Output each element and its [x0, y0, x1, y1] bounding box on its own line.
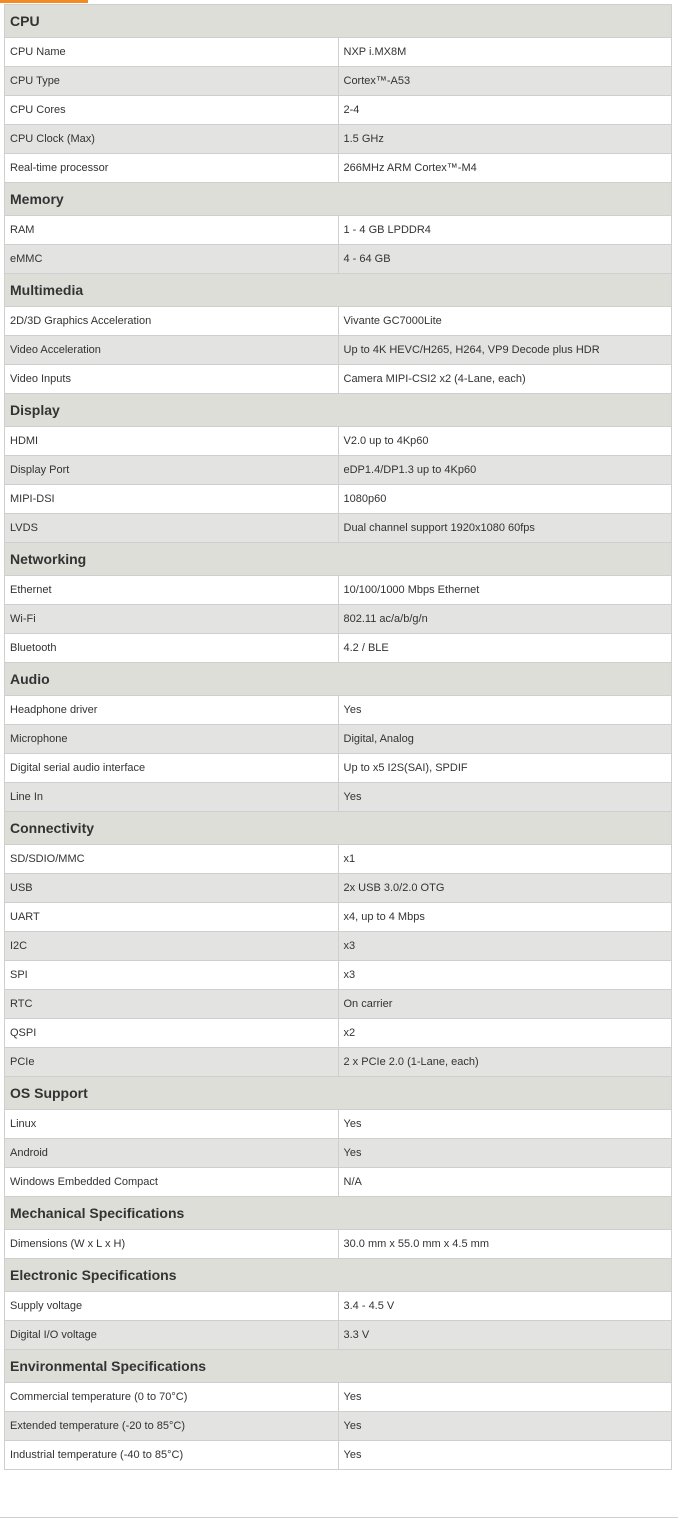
spec-value: Yes	[338, 1383, 672, 1412]
spec-row	[5, 307, 672, 336]
spec-value: Vivante GC7000Lite	[338, 307, 672, 336]
spec-row	[5, 365, 672, 394]
spec-row	[5, 1383, 672, 1412]
spec-value: 2x USB 3.0/2.0 OTG	[338, 874, 672, 903]
spec-label: Display Port	[5, 456, 339, 485]
spec-row	[5, 874, 672, 903]
spec-label: LVDS	[5, 514, 339, 543]
spec-label: CPU Clock (Max)	[5, 125, 339, 154]
spec-label: RTC	[5, 990, 339, 1019]
spec-row	[5, 1048, 672, 1077]
spec-label: I2C	[5, 932, 339, 961]
spec-row	[5, 754, 672, 783]
section-header-row	[5, 394, 672, 427]
spec-label: Video Acceleration	[5, 336, 339, 365]
section-title: Multimedia	[5, 274, 672, 307]
specifications-table-body	[5, 5, 672, 1470]
section-header-row	[5, 543, 672, 576]
spec-row	[5, 725, 672, 754]
spec-value: Yes	[338, 1441, 672, 1470]
spec-value: 10/100/1000 Mbps Ethernet	[338, 576, 672, 605]
spec-row	[5, 1292, 672, 1321]
spec-label: eMMC	[5, 245, 339, 274]
spec-row	[5, 216, 672, 245]
spec-row	[5, 245, 672, 274]
spec-row	[5, 903, 672, 932]
spec-row	[5, 1321, 672, 1350]
specifications-table	[4, 4, 672, 1470]
spec-label: CPU Type	[5, 67, 339, 96]
spec-value: Dual channel support 1920x1080 60fps	[338, 514, 672, 543]
spec-row	[5, 38, 672, 67]
section-header-row	[5, 663, 672, 696]
spec-label: Digital serial audio interface	[5, 754, 339, 783]
spec-row	[5, 485, 672, 514]
section-title: Networking	[5, 543, 672, 576]
bottom-divider	[0, 1517, 678, 1518]
spec-value: V2.0 up to 4Kp60	[338, 427, 672, 456]
active-tab-indicator	[0, 0, 88, 3]
spec-value: Digital, Analog	[338, 725, 672, 754]
section-title: Electronic Specifications	[5, 1259, 672, 1292]
section-title: Memory	[5, 183, 672, 216]
spec-label: RAM	[5, 216, 339, 245]
spec-label: HDMI	[5, 427, 339, 456]
spec-label: Commercial temperature (0 to 70°C)	[5, 1383, 339, 1412]
spec-row	[5, 576, 672, 605]
spec-row	[5, 96, 672, 125]
spec-row	[5, 1168, 672, 1197]
spec-label: SPI	[5, 961, 339, 990]
spec-value: N/A	[338, 1168, 672, 1197]
spec-value: x3	[338, 961, 672, 990]
spec-value: 2 x PCIe 2.0 (1-Lane, each)	[338, 1048, 672, 1077]
spec-row	[5, 1230, 672, 1259]
spec-row	[5, 154, 672, 183]
section-title: OS Support	[5, 1077, 672, 1110]
spec-label: SD/SDIO/MMC	[5, 845, 339, 874]
spec-label: 2D/3D Graphics Acceleration	[5, 307, 339, 336]
spec-label: Dimensions (W x L x H)	[5, 1230, 339, 1259]
section-title: Audio	[5, 663, 672, 696]
spec-label: Line In	[5, 783, 339, 812]
section-header-row	[5, 5, 672, 38]
spec-label: Video Inputs	[5, 365, 339, 394]
spec-value: 4 - 64 GB	[338, 245, 672, 274]
spec-value: Yes	[338, 696, 672, 725]
spec-label: Headphone driver	[5, 696, 339, 725]
spec-value: 266MHz ARM Cortex™-M4	[338, 154, 672, 183]
spec-label: Extended temperature (-20 to 85°C)	[5, 1412, 339, 1441]
spec-row	[5, 783, 672, 812]
spec-value: Yes	[338, 1412, 672, 1441]
spec-value: x2	[338, 1019, 672, 1048]
spec-label: Microphone	[5, 725, 339, 754]
spec-value: x4, up to 4 Mbps	[338, 903, 672, 932]
spec-row	[5, 1139, 672, 1168]
spec-label: CPU Name	[5, 38, 339, 67]
spec-value: Yes	[338, 1139, 672, 1168]
spec-label: Digital I/O voltage	[5, 1321, 339, 1350]
spec-label: Industrial temperature (-40 to 85°C)	[5, 1441, 339, 1470]
spec-label: Android	[5, 1139, 339, 1168]
spec-row	[5, 1110, 672, 1139]
spec-label: CPU Cores	[5, 96, 339, 125]
spec-value: NXP i.MX8M	[338, 38, 672, 67]
spec-row	[5, 961, 672, 990]
spec-label: Real-time processor	[5, 154, 339, 183]
spec-value: Cortex™-A53	[338, 67, 672, 96]
section-title: Mechanical Specifications	[5, 1197, 672, 1230]
spec-label: USB	[5, 874, 339, 903]
spec-row	[5, 932, 672, 961]
spec-value: 4.2 / BLE	[338, 634, 672, 663]
spec-row	[5, 67, 672, 96]
spec-value: Yes	[338, 783, 672, 812]
spec-value: 3.4 - 4.5 V	[338, 1292, 672, 1321]
spec-row	[5, 845, 672, 874]
spec-row	[5, 990, 672, 1019]
section-header-row	[5, 1197, 672, 1230]
spec-value: Camera MIPI-CSI2 x2 (4-Lane, each)	[338, 365, 672, 394]
spec-value: Up to x5 I2S(SAI), SPDIF	[338, 754, 672, 783]
section-header-row	[5, 274, 672, 307]
section-header-row	[5, 812, 672, 845]
section-header-row	[5, 1077, 672, 1110]
spec-label: Bluetooth	[5, 634, 339, 663]
spec-value: 1 - 4 GB LPDDR4	[338, 216, 672, 245]
section-header-row	[5, 183, 672, 216]
spec-row	[5, 456, 672, 485]
section-title: CPU	[5, 5, 672, 38]
section-title: Environmental Specifications	[5, 1350, 672, 1383]
spec-row	[5, 605, 672, 634]
section-header-row	[5, 1259, 672, 1292]
spec-value: 30.0 mm x 55.0 mm x 4.5 mm	[338, 1230, 672, 1259]
spec-label: QSPI	[5, 1019, 339, 1048]
spec-row	[5, 125, 672, 154]
spec-value: 2-4	[338, 96, 672, 125]
spec-value: 3.3 V	[338, 1321, 672, 1350]
spec-value: 802.11 ac/a/b/g/n	[338, 605, 672, 634]
spec-row	[5, 514, 672, 543]
spec-value: Up to 4K HEVC/H265, H264, VP9 Decode plus HDR	[338, 336, 672, 365]
spec-value: 1080p60	[338, 485, 672, 514]
spec-value: 1.5 GHz	[338, 125, 672, 154]
spec-value: On carrier	[338, 990, 672, 1019]
spec-label: Ethernet	[5, 576, 339, 605]
spec-label: MIPI-DSI	[5, 485, 339, 514]
spec-value: eDP1.4/DP1.3 up to 4Kp60	[338, 456, 672, 485]
spec-value: Yes	[338, 1110, 672, 1139]
spec-row	[5, 696, 672, 725]
section-title: Display	[5, 394, 672, 427]
spec-label: Windows Embedded Compact	[5, 1168, 339, 1197]
spec-row	[5, 336, 672, 365]
spec-label: Linux	[5, 1110, 339, 1139]
spec-label: Supply voltage	[5, 1292, 339, 1321]
spec-label: UART	[5, 903, 339, 932]
spec-row	[5, 1412, 672, 1441]
spec-label: PCIe	[5, 1048, 339, 1077]
spec-row	[5, 1441, 672, 1470]
spec-row	[5, 1019, 672, 1048]
spec-row	[5, 427, 672, 456]
spec-label: Wi-Fi	[5, 605, 339, 634]
section-header-row	[5, 1350, 672, 1383]
spec-row	[5, 634, 672, 663]
spec-value: x1	[338, 845, 672, 874]
spec-value: x3	[338, 932, 672, 961]
section-title: Connectivity	[5, 812, 672, 845]
